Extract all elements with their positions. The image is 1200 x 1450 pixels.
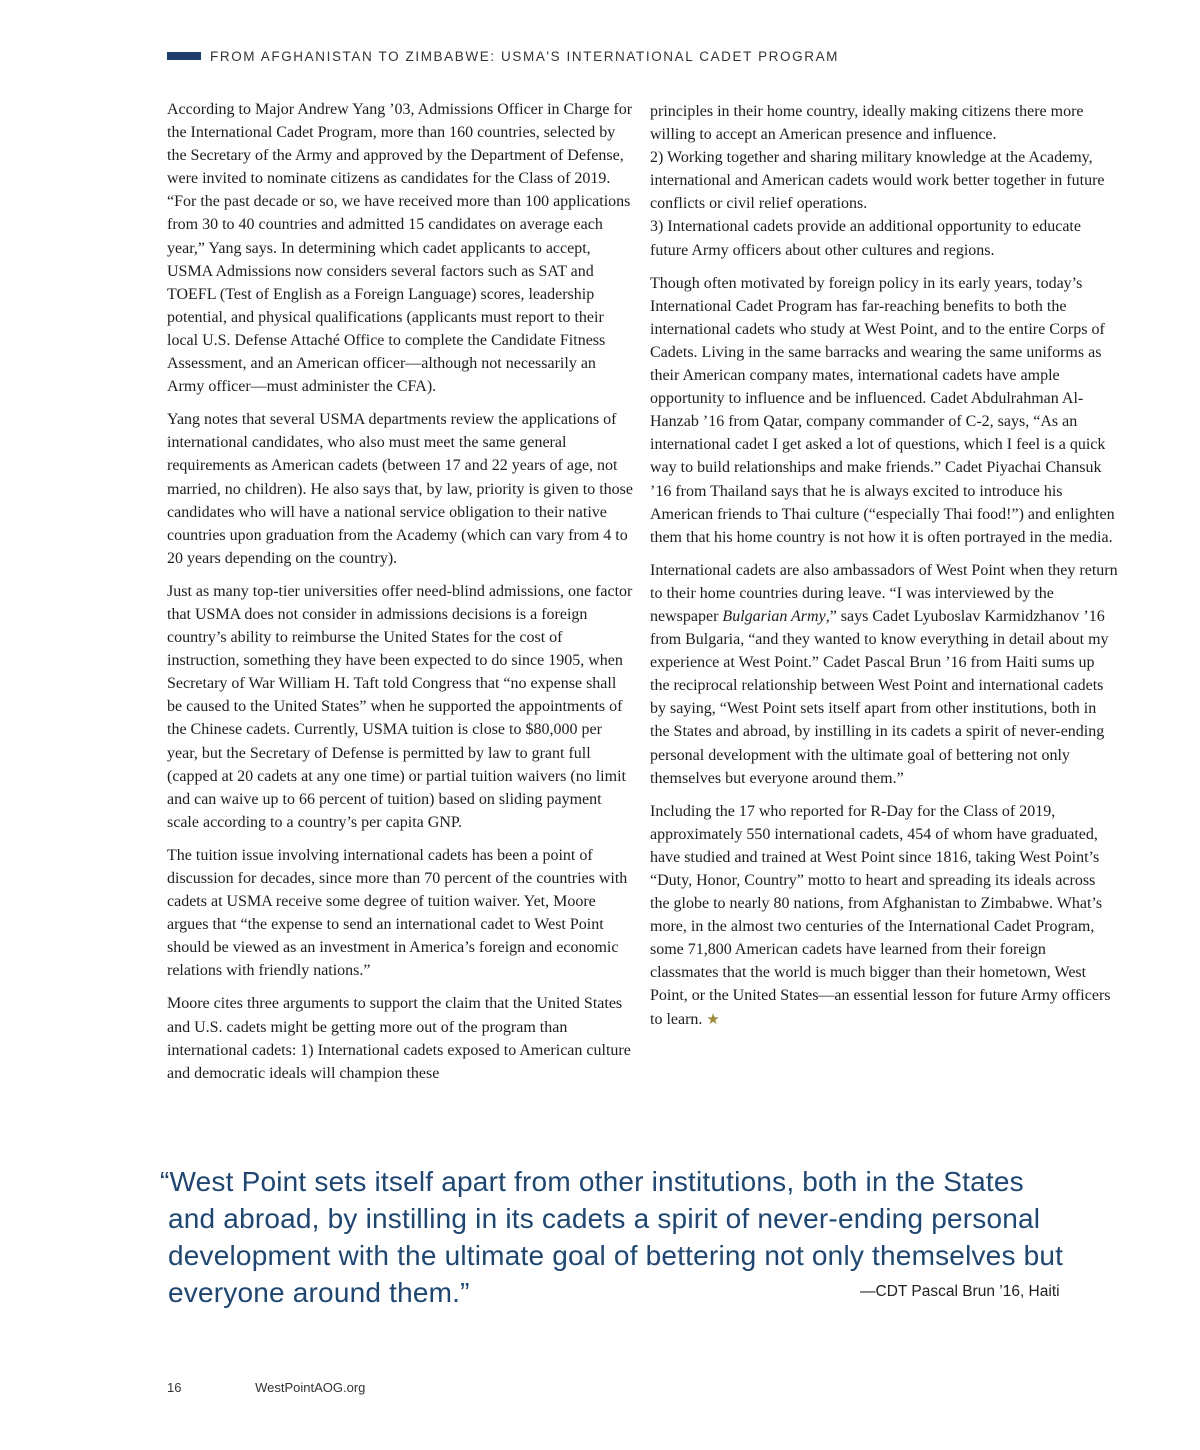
paragraph: Though often motivated by foreign policy in its early years, today’s International Cadet Program has far-reaching benefits to both the international cadets who study at West Point, and to the entire Corps of Cadets. Living in the same barracks and wearing the same uniforms as their American company mates, international cadets have ample opportunity to influence and be influenced. Cadet Abdulrahman Al-Hanzab ’16 from Qatar, company commander of C-2, says, “As an international cadet I get asked a lot of questions, which I feel is a quick way to build relationships and make friends.” Cadet Piyachai Chansuk ’16 from Thailand says that he is always excited to introduce his American friends to Thai culture (“especially Thai food!”) and enlighten them that his home country is not how it is often portrayed in the media.	[650, 274, 1115, 546]
paragraph: The tuition issue involving international cadets has been a point of discussion for decades, since more than 70 percent of the countries with cadets at USMA receive some degree of tuition waiver. Yet, Moore argues that “the expense to send an international cadet to West Point should be viewed as an investment in America’s foreign and economic relations with friendly nations.”	[167, 846, 628, 980]
page-footer	[167, 1380, 365, 1395]
running-header	[167, 45, 839, 67]
text-segment: International cadets are also ambassadors of West Point when they return to their home countries during leave. “I was interviewed by the newspaper	[650, 561, 1118, 625]
star-icon: ★	[706, 1011, 720, 1028]
continuation-text: principles in their home country, ideally making citizens there more willing to accept an American presence and influence.	[650, 103, 1084, 144]
newspaper-title: Bulgarian Army	[722, 607, 826, 625]
page-number: 16	[167, 1380, 182, 1395]
website-link[interactable]: WestPointAOG.org	[255, 1380, 366, 1395]
point-two: 2) Working together and sharing military knowledge at the Academy, international and American cadets would work better together in future conflicts or civil relief operations.	[650, 149, 1105, 213]
header-accent-bar	[167, 52, 201, 60]
pull-quote-text: “West Point sets itself apart from other institutions, both in the States and abroad, by instilling in its cadets a spirit of never-ending personal development with the ultimate goal of bettering not only themselves but everyone around them.”	[160, 1166, 1064, 1308]
paragraph	[650, 559, 1118, 790]
paragraph: According to Major Andrew Yang ’03, Admissions Officer in Charge for the International Cadet Program, more than 160 countries, selected by the Secretary of the Army and approved by the Department of Defense, were invited to nominate citizens as candidates for the Class of 2019. “For the past decade or so, we have received more than 100 applications from 30 to 40 countries and admitted 15 candidates on average each year,” Yang says. In determining which cadet applicants to accept, USMA Admissions now considers several factors such as SAT and TOEFL (Test of English as a Foreign Language) scores, leadership potential, and physical qualifications (applicants must report to their local U.S. Defense Attaché Office to complete the Candidate Fitness Assessment, and an American officer—although not necessarily an Army officer—must administer the CFA).	[167, 101, 633, 396]
paragraph: Moore cites three arguments to support the claim that the United States and U.S. cadets might be getting more out of the program than international cadets: 1) International cadets exposed to American culture and democratic ideals will champion these	[167, 995, 631, 1082]
left-column	[167, 98, 635, 1095]
text-segment: ,” says Cadet Lyuboslav Karmidzhanov ’16 from Bulgaria, “and they wanted to know everything in detail about my experience at West Point.” Cadet Pascal Brun ’16 from Haiti sums up the reciprocal relationship between West Point and international cadets by saying, “West Point sets itself apart from other institutions, both in the States and abroad, by instilling in its cadets a spirit of never-ending personal development with the ultimate goal of bettering not only themselves but everyone around them.”	[650, 607, 1109, 787]
pull-quote-attribution: —CDT Pascal Brun ’16, Haiti	[860, 1283, 1060, 1300]
point-three: 3) International cadets provide an additional opportunity to educate future Army officers about other cultures and regions.	[650, 218, 1081, 259]
closing-text: Including the 17 who reported for R-Day for the Class of 2019, approximately 550 international cadets, 454 of whom have graduated, have studied and trained at West Point since 1816, taking West Point’s “Duty, Honor, Country” motto to heart and spreading its ideals across the globe to nearly 80 nations, from Afghanistan to Zimbabwe. What’s more, in the almost two centuries of the International Cadet Program, some 71,800 American cadets have learned from their foreign classmates that the world is much bigger than their hometown, West Point, or the United States—an essential lesson for future Army officers to learn.	[650, 802, 1111, 1028]
paragraph: Just as many top-tier universities offer need-blind admissions, one factor that USMA does not consider in admissions decisions is a foreign country’s ability to reimburse the United States for the cost of instruction, something they have been expected to do since 1905, when Secretary of War William H. Taft told Congress that “no expense shall be caused to the United States” when he supported the appointments of the Chinese cadets. Currently, USMA tuition is close to $80,000 per year, but the Secretary of Defense is permitted by law to grant full (capped at 20 cadets at any one time) or partial tuition waivers (no limit and can waive up to 66 percent of tuition) based on sliding payment scale according to a country’s per capita GNP.	[167, 582, 633, 831]
header-title: FROM AFGHANISTAN TO ZIMBABWE: USMA'S INTERNATIONAL CADET PROGRAM	[210, 48, 840, 64]
paragraph: Yang notes that several USMA departments review the applications of international candidates, who also must meet the same general requirements as American cadets (between 17 and 22 years of age, not married, no children). He also says that, by law, priority is given to those candidates who will have a national service obligation to their native countries upon graduation from the Academy (which can vary from 4 to 20 years depending on the country).	[167, 411, 633, 567]
paragraph	[650, 800, 1118, 1032]
right-column	[650, 98, 1118, 1042]
paragraph	[650, 100, 1118, 262]
